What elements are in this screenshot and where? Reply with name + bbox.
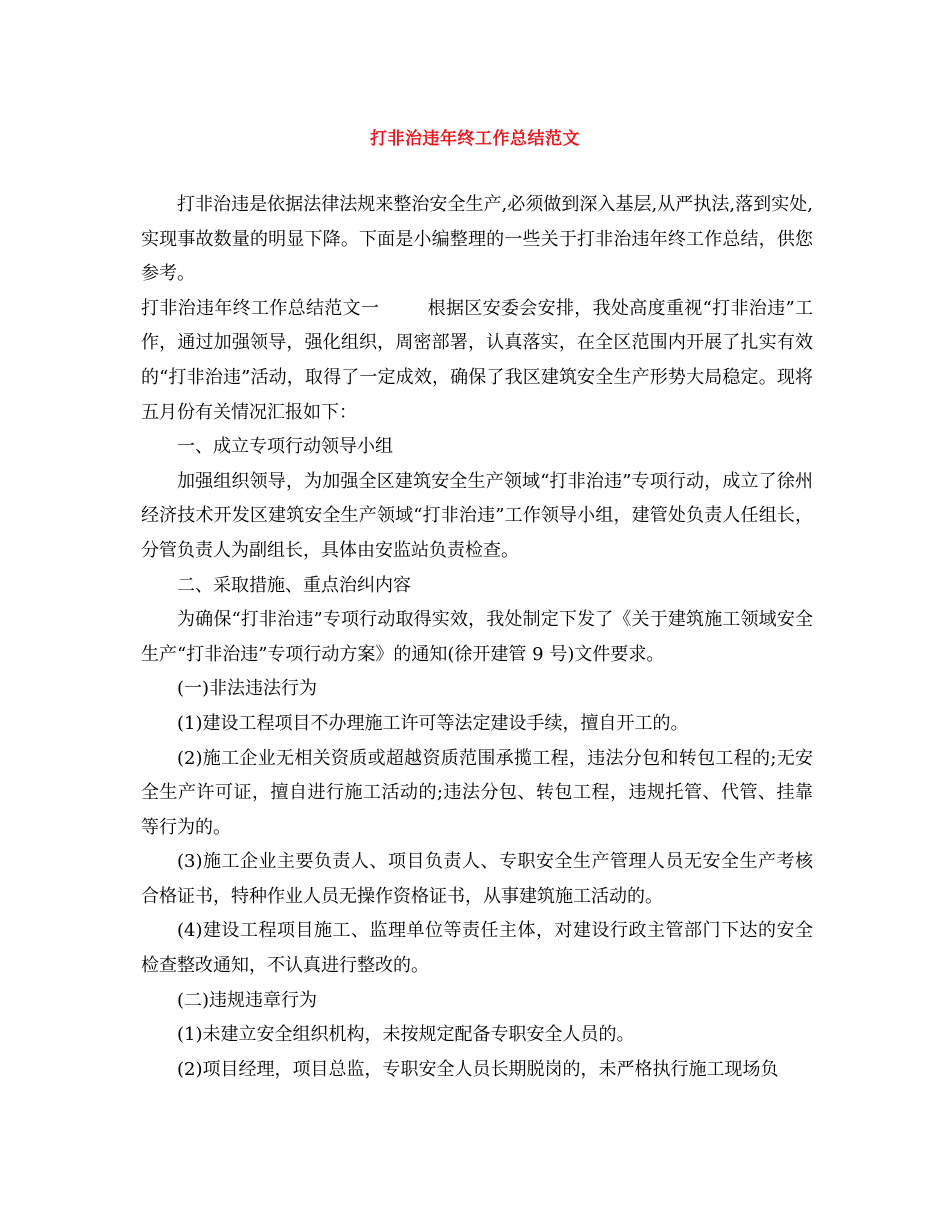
section-heading: 打非治违年终工作总结范文一 xyxy=(141,297,380,319)
section-paragraph xyxy=(141,292,813,430)
list-item: (2)施工企业无相关资质或超越资质范围承揽工程，违法分包和转包工程的;无安全生产许可证，擅自进行施工活动的;违法分包、转包工程，违规托管、代管、挂靠等行为的。 xyxy=(141,747,813,838)
section-body: 根据区安委会安排，我处高度重视“打非治违”工作，通过加强领导，强化组织，周密部署，认真落实，在全区范围内开展了扎实有效的“打非治违”活动，取得了一定成效，确保了我区建筑安全生产形势大局稳定。现将五月份有关情况汇报如下： xyxy=(141,297,814,423)
paragraph-leadership: 加强组织领导，为加强全区建筑安全生产领域“打非治违”专项行动，成立了徐州经济技术开发区建筑安全生产领域“打非治违”工作领导小组，建管处负责人任组长，分管负责人为副组长，具体由安监站负责检查。 xyxy=(141,470,813,561)
subheading-illegal-acts: (一)非法违法行为 xyxy=(177,678,318,700)
paragraph-plan-notice: 为确保“打非治违”专项行动取得实效，我处制定下发了《关于建筑施工领域安全生产“打非治违”专项行动方案》的通知(徐开建管 9 号)文件要求。 xyxy=(141,609,813,665)
list-item: (2)项目经理，项目总监，专职安全人员长期脱岗的，未严格执行施工现场负 xyxy=(177,1058,779,1080)
list-item: (3)施工企业主要负责人、项目负责人、专职安全生产管理人员无安全生产考核合格证书，特种作业人员无操作资格证书，从事建筑施工活动的。 xyxy=(141,851,813,907)
document-body xyxy=(141,188,813,1087)
list-item: (4)建设工程项目施工、监理单位等责任主体，对建设行政主管部门下达的安全检查整改通知，不认真进行整改的。 xyxy=(141,920,813,977)
intro-paragraph: 打非治违是依据法律法规来整治安全生产,必须做到深入基层,从严执法,落到实处,实现事故数量的明显下降。下面是小编整理的一些关于打非治违年终工作总结，供您参考。 xyxy=(141,194,813,285)
list-item: (1)建设工程项目不办理施工许可等法定建设手续，擅自开工的。 xyxy=(177,712,689,734)
document-title: 打非治违年终工作总结范文 xyxy=(370,129,580,149)
heading-measures: 二、采取措施、重点治纠内容 xyxy=(177,574,411,596)
subheading-violations: (二)违规违章行为 xyxy=(177,989,318,1011)
heading-establish-group: 一、成立专项行动领导小组 xyxy=(177,436,393,458)
list-item: (1)未建立安全组织机构，未按规定配备专职安全人员的。 xyxy=(177,1024,635,1046)
